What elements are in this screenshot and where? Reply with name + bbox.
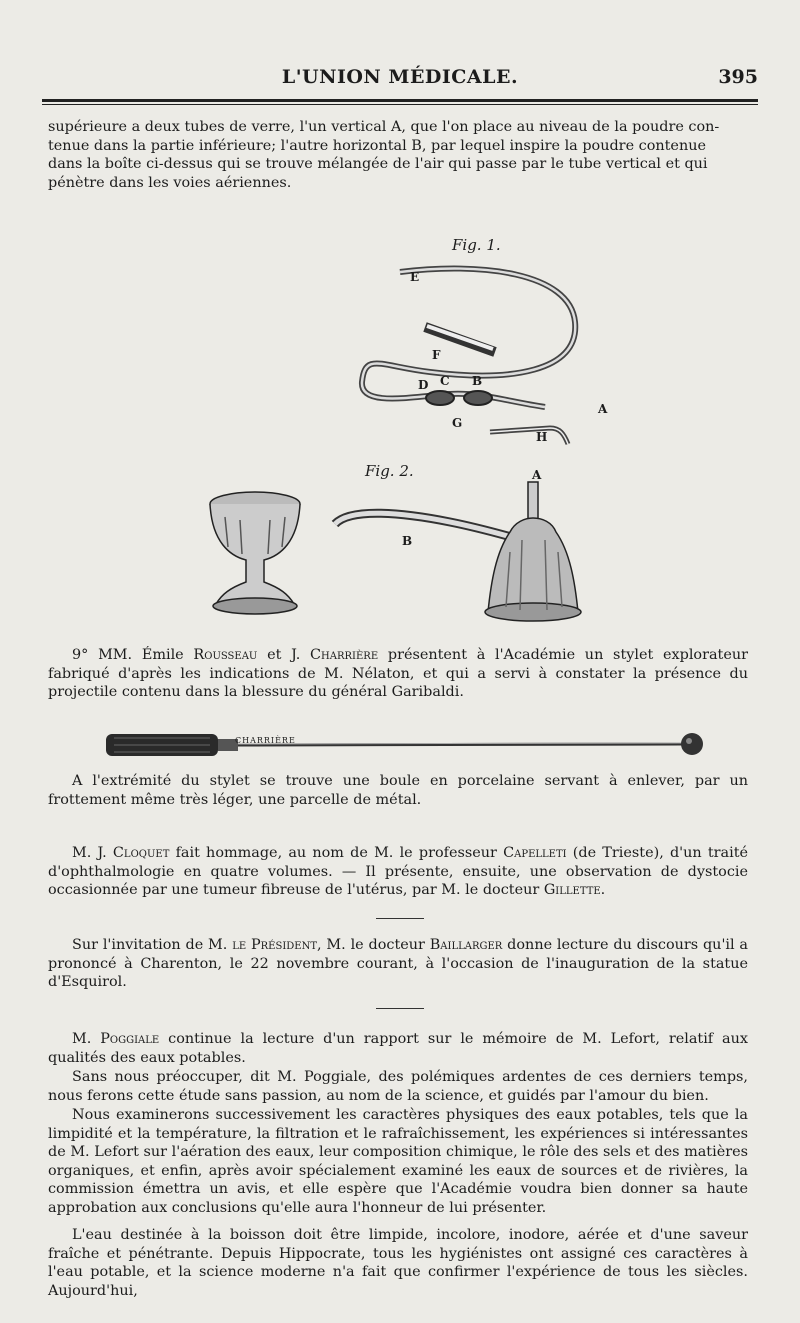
text-run: M. J.: [72, 845, 113, 861]
author-name: Charrière: [310, 647, 379, 663]
page-number: 395: [718, 66, 758, 88]
figure-illustration: [150, 222, 670, 642]
text-run: .: [600, 882, 606, 898]
fig2-cup: [210, 492, 300, 614]
paragraph-examination: [48, 1106, 748, 1217]
text-run: Sur l'invitation de M.: [72, 937, 233, 953]
section-divider: [376, 1008, 424, 1009]
section-divider: [376, 918, 424, 919]
paragraph-stylet: [48, 646, 748, 702]
part-label: B: [402, 534, 413, 548]
text-line: pénètre dans les voies aériennes.: [48, 174, 292, 191]
apparatus-drawing: [150, 222, 670, 642]
stylet-illustration: [100, 722, 720, 768]
paragraph-continuation: [48, 118, 748, 192]
text-run: continue la lecture d'un rapport sur le mémoire de M. Lefort, relatif aux qualités des eaux potables.: [48, 1031, 749, 1066]
part-label: B: [472, 374, 483, 388]
figure-2-label: Fig. 2.: [365, 462, 414, 480]
text-run: 9° MM. Émile: [72, 647, 194, 663]
text-run: présentent à l'Académie un stylet explorateur fabriqué d'après les indications de M. Nélaton, et qui a servi à constater la présence du projectile contenu dans la blessure du général Garibaldi.: [48, 647, 748, 700]
text-run: A l'extrémité du stylet se trouve une boule en porcelaine servant à enlever, par un frottement même très léger, une parcelle de métal.: [48, 773, 748, 808]
maker-mark: CHARRIÈRE: [235, 736, 296, 745]
author-name: Baillarger: [429, 937, 503, 953]
fig2-inhaler: [335, 482, 581, 621]
paragraph-polemics: [48, 1068, 748, 1105]
text-run: Sans nous préoccuper, dit M. Poggiale, des polémiques ardentes de ces derniers temps, nous ferons cette étude sans passion, au nom de la science, et guidés par l'amour du bien.: [48, 1069, 748, 1104]
text-run: M.: [72, 1031, 101, 1047]
text-line: tenue dans la partie inférieure; l'autre horizontal B, par lequel inspire la poudre contenue: [48, 137, 706, 154]
text-run: L'eau destinée à la boisson doit être limpide, incolore, inodore, aérée et d'une saveur fraîche et pénétrante. Depuis Hippocrate, tous les hygiénistes ont assigné ces caractères à l'eau potable, et la science moderne n'a fait que confirmer l'expérience de tous les siècles. Aujourd'hui,: [48, 1227, 748, 1299]
header-rule: [42, 99, 758, 105]
part-label: G: [452, 416, 463, 430]
running-head: [42, 62, 758, 90]
text-run: Nous examinerons successivement les caractères physiques des eaux potables, tels que la limpidité et la température, la filtration et le rafraîchissement, les expériences si intéressantes de M. Lefort sur l'aération des eaux, leur composition chimique, le rôle des sels et des matières organiques, et enfin, après avoir spécialement examiné les eaux de sources et de rivières, la commission émettra un avis, et elle espère que l'Académie voudra bien donner sa haute approbation aux conclusions qu'elle aura l'honneur de lui présenter.: [48, 1107, 748, 1216]
part-label: F: [432, 348, 441, 362]
paragraph-stylet-tip: [48, 772, 748, 809]
running-title: L'UNION MÉDICALE.: [281, 66, 519, 88]
paragraph-cloquet: [48, 844, 748, 900]
text-run: et J.: [257, 647, 311, 663]
fig1-apparatus: [362, 269, 575, 444]
paragraph-poggiale: [48, 1030, 748, 1067]
part-label: A: [532, 468, 542, 482]
text-run: donne lecture du discours qu'il a prononcé à Charenton, le 22 novembre courant, à l'occasion de l'inauguration de la statue d'Esquirol.: [48, 937, 749, 990]
text-run: , M. le docteur: [317, 937, 430, 953]
part-label: A: [598, 402, 608, 416]
text-line: supérieure a deux tubes de verre, l'un vertical A, que l'on place au niveau de la poudre con-: [48, 119, 720, 135]
part-label: E: [410, 270, 420, 284]
author-name: Poggiale: [100, 1031, 160, 1047]
text-run: (de Trieste), d'un traité d'ophthalmologie en quatre volumes. — Il présente, ensuite, une observation de dystocie occasionnée par une tumeur fibreuse de l'utérus, par M. le docteur: [48, 845, 748, 898]
text-line: dans la boîte ci-dessus qui se trouve mélangée de l'air qui passe par le tube vertical et qui: [48, 156, 708, 172]
figure-1-label: Fig. 1.: [452, 236, 501, 254]
part-label: H: [536, 430, 548, 444]
author-name: Rousseau: [193, 647, 258, 663]
part-label: C: [440, 374, 450, 388]
stylet-drawing: [100, 722, 720, 768]
text-run: fait hommage, au nom de M. le professeur: [169, 845, 504, 861]
author-name: le Président: [232, 937, 318, 953]
author-name: Gillette: [543, 882, 601, 898]
paragraph-water: [48, 1226, 748, 1300]
paragraph-baillarger: [48, 936, 748, 992]
author-name: Cloquet: [112, 845, 170, 861]
part-label: D: [418, 378, 429, 392]
author-name: Capelleti: [503, 845, 567, 861]
